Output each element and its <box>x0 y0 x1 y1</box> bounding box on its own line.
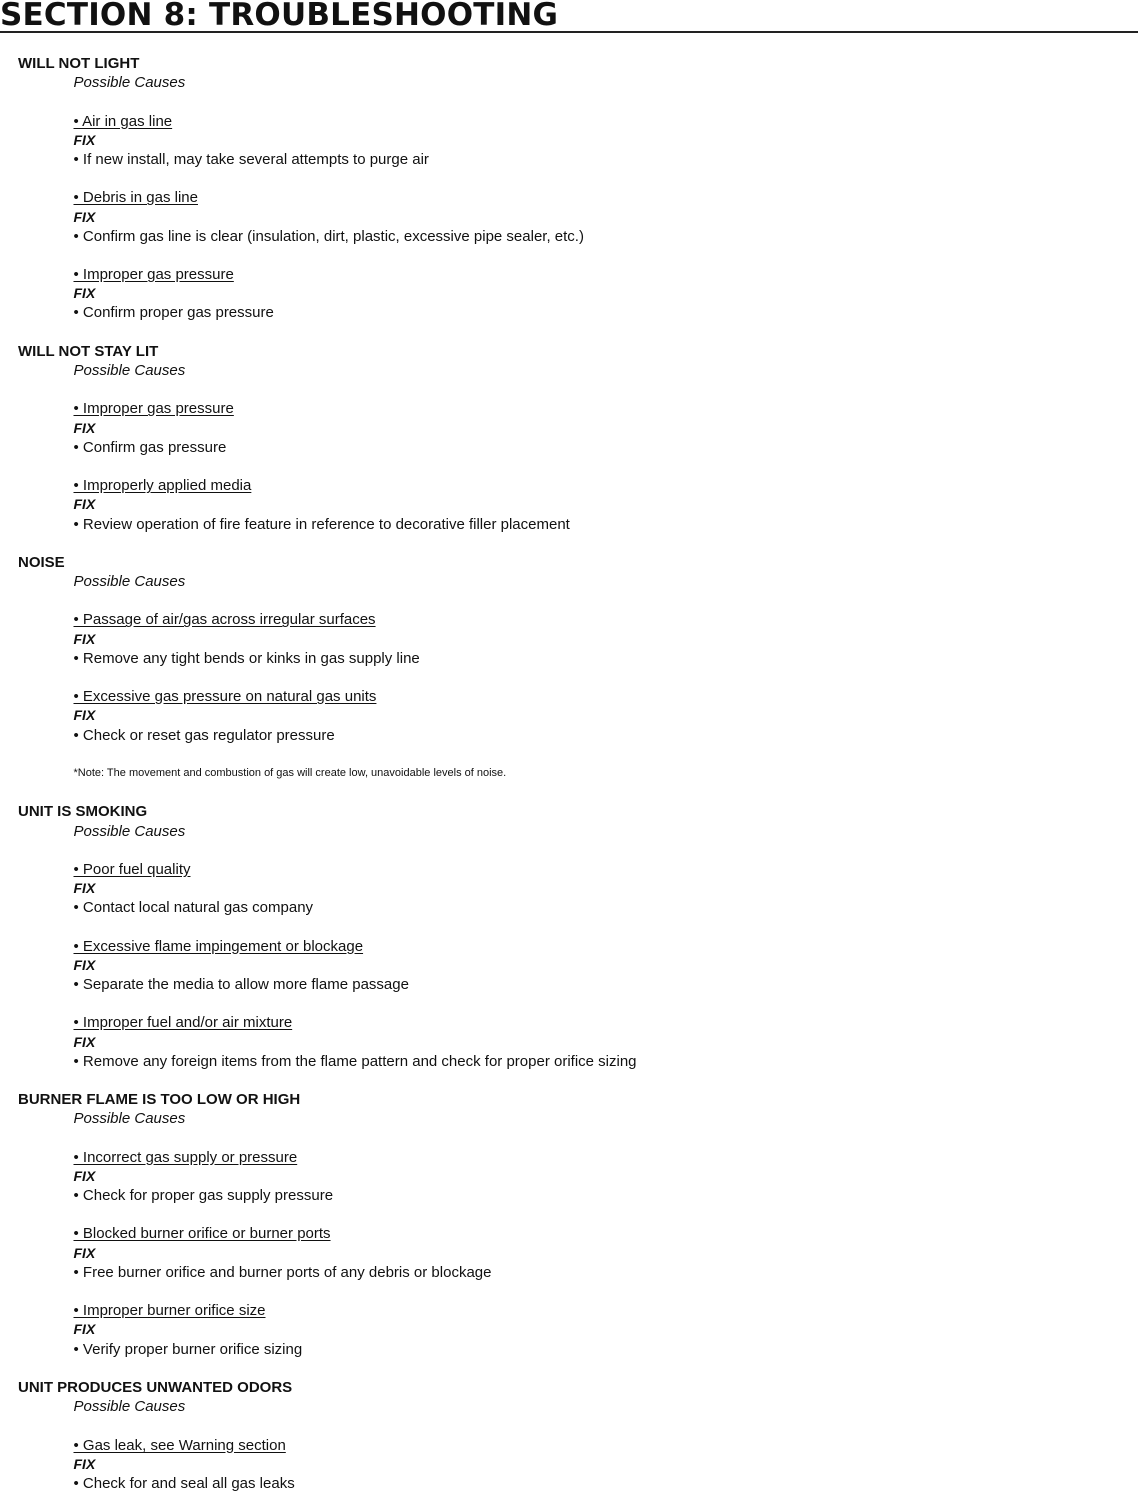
fix-item: • Free burner orifice and burner ports of any debris or blockage <box>73 1263 492 1281</box>
title-divider <box>0 31 1138 33</box>
spacer <box>18 380 1118 399</box>
fix-item: • If new install, may take several attempts to purge air <box>73 150 429 168</box>
section-heading: WILL NOT STAY LIT <box>18 342 159 360</box>
cause-item: • Excessive gas pressure on natural gas units <box>73 688 377 706</box>
cause-item: • Improper gas pressure <box>73 266 234 284</box>
troubleshooting-content <box>18 54 1118 1493</box>
section-heading: UNIT PRODUCES UNWANTED ODORS <box>18 1378 293 1396</box>
possible-causes-label: Possible Causes <box>73 362 186 379</box>
cause-item: • Improper fuel and/or air mixture <box>73 1014 293 1032</box>
fix-item: • Remove any foreign items from the flame pattern and check for proper orifice sizing <box>73 1052 637 1070</box>
fix-label: FIX <box>73 285 96 302</box>
section-title: SECTION 8: TROUBLESHOOTING <box>0 0 559 33</box>
spacer <box>18 591 1118 610</box>
spacer <box>18 1129 1118 1148</box>
cause-item: • Gas leak, see Warning section <box>73 1436 286 1454</box>
section-heading: UNIT IS SMOKING <box>18 803 148 821</box>
troubleshooting-section <box>18 1090 1118 1359</box>
cause-item: • Improperly applied media <box>73 477 252 495</box>
section-heading: WILL NOT LIGHT <box>18 55 140 72</box>
spacer <box>18 994 1118 1013</box>
troubleshooting-section <box>18 1378 1118 1493</box>
fix-label: FIX <box>73 1321 96 1338</box>
fix-item: • Confirm gas pressure <box>73 438 227 456</box>
spacer <box>18 917 1118 936</box>
fix-label: FIX <box>73 419 96 436</box>
fix-label: FIX <box>73 707 96 724</box>
cause-item: • Passage of air/gas across irregular surfaces <box>73 611 376 629</box>
section-heading: NOISE <box>18 553 65 571</box>
troubleshooting-section <box>18 553 1118 783</box>
spacer <box>18 841 1118 860</box>
fix-item: • Check for proper gas supply pressure <box>73 1187 334 1205</box>
fix-label: FIX <box>73 956 96 973</box>
spacer <box>18 1359 1118 1378</box>
spacer <box>18 1416 1118 1435</box>
cause-item: • Incorrect gas supply or pressure <box>73 1148 298 1166</box>
fix-item: • Verify proper burner orifice sizing <box>73 1340 303 1358</box>
troubleshooting-section <box>18 54 1118 323</box>
fix-label: FIX <box>73 208 96 225</box>
troubleshooting-section <box>18 342 1118 534</box>
fix-item: • Remove any tight bends or kinks in gas supply line <box>73 649 420 667</box>
fix-label: FIX <box>73 1455 96 1472</box>
possible-causes-label: Possible Causes <box>73 573 186 591</box>
fix-label: FIX <box>73 1033 96 1050</box>
spacer <box>18 1205 1118 1224</box>
fix-item: • Contact local natural gas company <box>73 899 314 917</box>
fix-label: FIX <box>73 630 96 647</box>
spacer <box>18 1071 1118 1090</box>
spacer <box>18 534 1118 553</box>
fix-item: • Confirm proper gas pressure <box>73 304 274 322</box>
fix-label: FIX <box>73 496 96 513</box>
fix-item: • Confirm gas line is clear (insulation, dirt, plastic, excessive pipe sealer, etc.) <box>73 227 584 245</box>
note-text: *Note: The movement and combustion of gas will create low, unavoidable levels of noise. <box>73 766 507 779</box>
cause-item: • Poor fuel quality <box>73 860 191 878</box>
fix-item: • Review operation of fire feature in reference to decorative filler placement <box>73 515 570 533</box>
cause-item: • Blocked burner orifice or burner ports <box>73 1225 331 1243</box>
fix-label: FIX <box>73 880 96 897</box>
troubleshooting-section <box>18 802 1118 1071</box>
fix-item: • Check or reset gas regulator pressure <box>73 726 335 744</box>
fix-item: • Check for and seal all gas leaks <box>73 1474 295 1492</box>
spacer <box>18 246 1118 265</box>
section-heading: BURNER FLAME IS TOO LOW OR HIGH <box>18 1091 301 1109</box>
spacer <box>18 745 1118 764</box>
fix-label: FIX <box>73 1244 96 1261</box>
spacer <box>18 1282 1118 1301</box>
cause-item: • Improper gas pressure <box>73 400 234 418</box>
cause-item: • Excessive flame impingement or blockage <box>73 937 364 955</box>
spacer <box>18 323 1118 342</box>
spacer <box>18 169 1118 188</box>
fix-item: • Separate the media to allow more flame passage <box>73 976 409 993</box>
possible-causes-label: Possible Causes <box>73 1398 186 1416</box>
possible-causes-label: Possible Causes <box>73 1110 186 1128</box>
spacer <box>18 92 1118 111</box>
spacer <box>18 668 1118 687</box>
possible-causes-label: Possible Causes <box>73 74 186 92</box>
cause-item: • Debris in gas line <box>73 189 198 207</box>
fix-label: FIX <box>73 1167 96 1184</box>
cause-item: • Improper burner orifice size <box>73 1302 266 1320</box>
spacer <box>18 783 1118 802</box>
possible-causes-label: Possible Causes <box>73 822 186 840</box>
fix-label: FIX <box>73 131 96 148</box>
cause-item: • Air in gas line <box>73 112 173 130</box>
spacer <box>18 457 1118 476</box>
